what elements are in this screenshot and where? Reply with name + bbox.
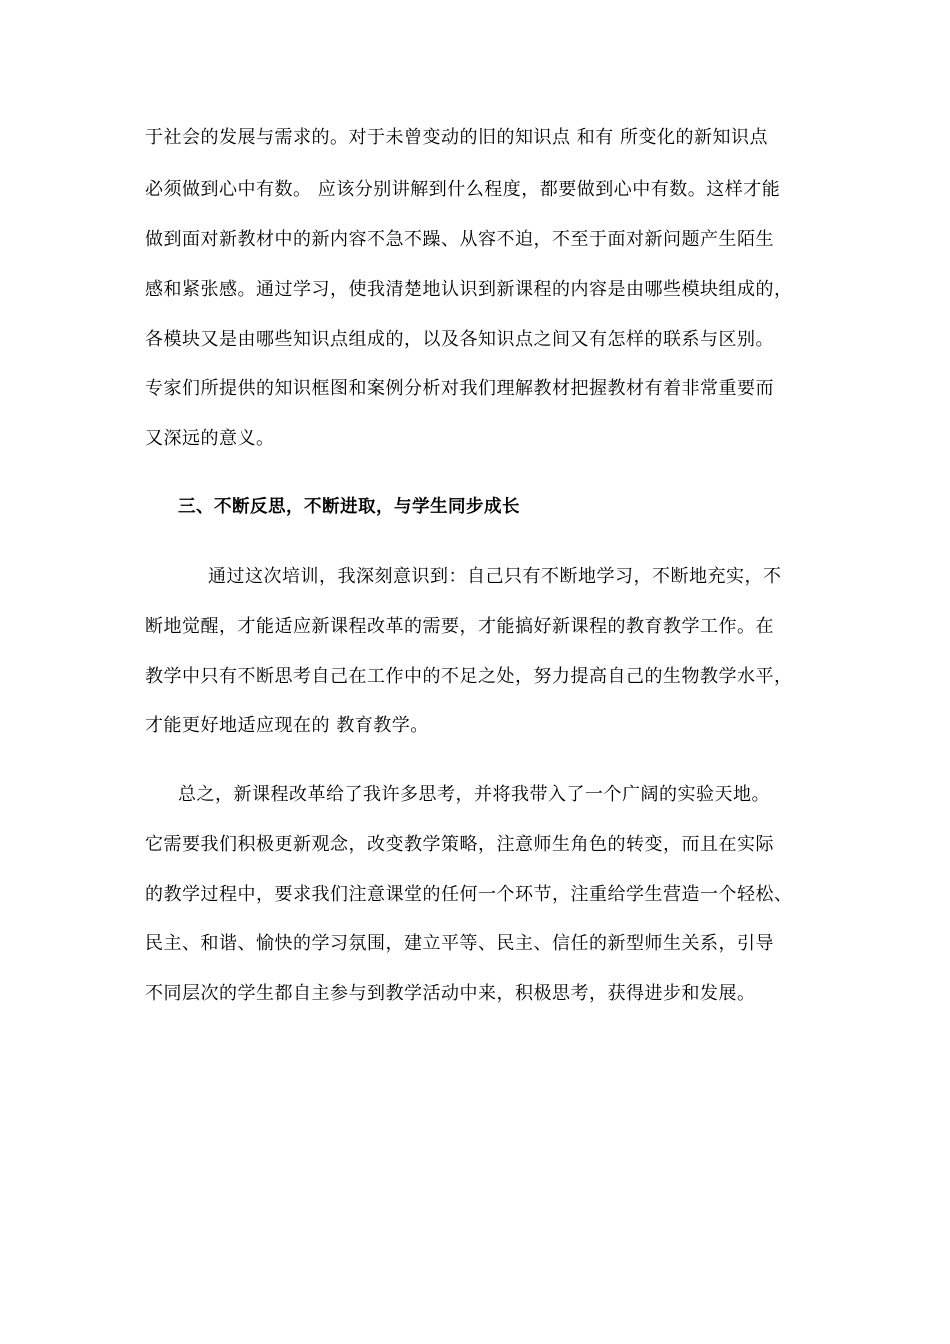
paragraph-1-line-6: 专家们所提供的知识框图和案例分析对我们理解教材把握教材有着非常重要而: [145, 378, 774, 399]
section-heading-3: 三、不断反思，不断进取，与学生同步成长: [178, 497, 520, 517]
paragraph-1-line-5: 各模块又是由哪些知识点组成的，以及各知识点之间又有怎样的联系与区别。: [145, 329, 774, 350]
paragraph-3-line-4: 民主、和谐、愉快的学习氛围，建立平等、民主、信任的新型师生关系，引导: [145, 933, 774, 954]
paragraph-2-line-4: 才能更好地适应现在的 教育教学。: [145, 715, 429, 736]
paragraph-1-line-4: 感和紧张感。通过学习，使我清楚地认识到新课程的内容是由哪些模块组成的，: [145, 279, 793, 300]
paragraph-2-line-3: 教学中只有不断思考自己在工作中的不足之处，努力提高自己的生物教学水平，: [145, 666, 793, 687]
paragraph-1-line-7: 又深远的意义。: [145, 428, 275, 449]
paragraph-3-line-3: 的教学过程中，要求我们注意课堂的任何一个环节，注重给学生营造一个轻松、: [145, 884, 793, 905]
paragraph-3-line-5: 不同层次的学生都自主参与到教学活动中来，积极思考，获得进步和发展。: [145, 983, 756, 1004]
paragraph-2-line-1: 通过这次培训，我深刻意识到：自己只有不断地学习，不断地充实，不: [208, 566, 782, 587]
paragraph-1-line-3: 做到面对新教材中的新内容不急不躁、从容不迫，不至于面对新问题产生陌生: [145, 229, 774, 250]
paragraph-3-line-1: 总之，新课程改革给了我许多思考，并将我带入了一个广阔的实验天地。: [178, 784, 770, 805]
paragraph-2-line-2: 断地觉醒，才能适应新课程改革的需要，才能搞好新课程的教育教学工作。在: [145, 616, 774, 637]
paragraph-1-line-1: 于社会的发展与需求的。对于未曾变动的旧的知识点 和有 所变化的新知识点: [145, 127, 768, 148]
paragraph-1-line-2: 必须做到心中有数。 应该分别讲解到什么程度，都要做到心中有数。这样才能: [145, 179, 781, 200]
paragraph-3-line-2: 它需要我们积极更新观念，改变教学策略，注意师生角色的转变，而且在实际: [145, 834, 774, 855]
